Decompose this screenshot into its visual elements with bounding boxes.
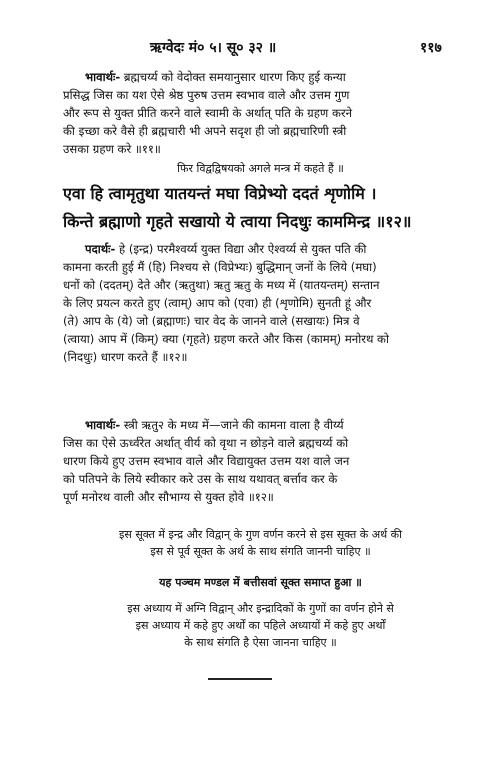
text-line: पूर्ण मनोरथ वाली और सौभाग्य से युक्त होवे ॥१२॥	[63, 490, 274, 504]
text-line-content: ब्रह्मचर्य्य को वेदोक्त समयानुसार धारण किए हुई कन्या	[123, 70, 346, 84]
page-number: ११७	[420, 40, 442, 56]
text-line: धारण किये हुए उत्तम स्वभाव वाले और विद्यायुक्त उत्तम यश वाले जन	[63, 454, 350, 468]
text-line: के साथ संगति है ऐसा जानना चाहिए ॥	[184, 636, 337, 649]
bhavarth-label: भावार्थः-	[85, 70, 121, 84]
text-line: प्रसिद्ध जिस का यश ऐसे श्रेष्ठ पुरुष उत्तम स्वभाव वाले और उत्तम गुण	[63, 88, 350, 102]
end-divider	[208, 678, 272, 680]
text-line: इस सूक्त में इन्द्र और विद्वान् के गुण वर्णन करने से इस सूक्त के अर्थ की	[119, 528, 402, 541]
text-line	[63, 416, 458, 434]
text-line-content: हे (इन्द्र) परमैश्वर्य्य युक्त विद्या और ऐश्वर्य्य से युक्त पति की	[119, 242, 367, 256]
text-line: कामना करती हुई मैं (हि) निश्चय से (विप्रेभ्यः) बुद्धिमान् जनों के लिये (मघा)	[63, 260, 377, 274]
text-line	[63, 240, 458, 258]
text-line: की इच्छा करे वैसे ही ब्रह्मचारी भी अपने सदृश ही जो ब्रह्मचारिणी स्त्री	[63, 124, 347, 138]
mantra-line-2: किन्ते ब्रह्माणो गृहते सखायो ये त्वाया निदधुः काममिन्द्र ॥१२॥	[63, 212, 412, 231]
sukta-completion: यह पञ्चम मण्डल में बत्तीसवां सूक्त समाप्त हुआ ॥	[159, 576, 362, 589]
page-header	[0, 38, 498, 60]
text-line: को पतिपने के लिये स्वीकार करे उस के साथ यथावत् बर्त्ताव कर के	[63, 472, 338, 486]
text-line: जिस का ऐसे ऊर्ध्वरेत अर्थात् वीर्य को वृथा न छोड़ने वाले ब्रह्मचर्य्य को	[63, 436, 349, 450]
sangati-note-2	[63, 600, 458, 651]
text-line: (निदधुः) धारण करते हैं ॥१२॥	[63, 350, 188, 364]
padarth-paragraph	[63, 240, 458, 366]
text-line: इस अध्याय में कहे हुए अर्थों का पहिले अध्यायों में कहे हुए अर्थों	[135, 619, 386, 632]
bhavarth-paragraph-1	[63, 68, 458, 158]
text-line	[63, 68, 458, 86]
mantra-verse	[63, 180, 463, 236]
mantra-line-1: एवा हि त्वामृतुथा यातयन्तं मघा विप्रेभ्यो ददतं शृणोमि ।	[63, 184, 377, 203]
text-line: इस से पूर्व सूक्त के अर्थ के साथ संगति जाननी चाहिए ॥	[150, 545, 371, 558]
bhavarth-paragraph-2	[63, 416, 458, 506]
text-line: के लिए प्रयत्न करते हुए (त्वाम्) आप को (एवा) ही (शृणोमि) सुनती हूं और	[63, 296, 372, 310]
running-head: ऋग्वेदः मं० ५। सू० ३२ ॥	[150, 40, 277, 56]
text-line-content: स्त्री ऋतु२ के मध्य में—जाने की कामना वाला है वीर्य्य	[123, 418, 344, 432]
text-line: (त्वाया) आप में (किम्) क्या (गृहते) ग्रहण करते और किस (कामम्) मनोरथ को	[63, 332, 389, 346]
sangati-note-1	[63, 526, 458, 560]
text-line: उसका ग्रहण करे ॥११॥	[63, 142, 161, 156]
text-line: इस अध्याय में अग्नि विद्वान् और इन्द्रादिकों के गुणों का वर्णन होने से	[127, 602, 394, 615]
padarth-label: पदार्थः-	[85, 242, 116, 256]
section-intro: फिर विद्वद्विषयको अगले मन्त्र में कहते हैं ॥	[177, 162, 344, 175]
bhavarth-label: भावार्थः-	[85, 418, 121, 432]
text-line: धनों को (ददतम्) देते और (ऋतुथा) ऋतु ऋतु के मध्य में (यातयन्तम्) सन्तान	[63, 278, 380, 292]
text-line: और रूप से युक्त प्रीति करने वाले स्वामी के अर्थात् पति के ग्रहण करने	[63, 106, 353, 120]
text-line: (ते) आप के (ये) जो (ब्रह्माणः) चार वेद के जानने वाले (सखायः) मित्र वे	[63, 314, 360, 328]
